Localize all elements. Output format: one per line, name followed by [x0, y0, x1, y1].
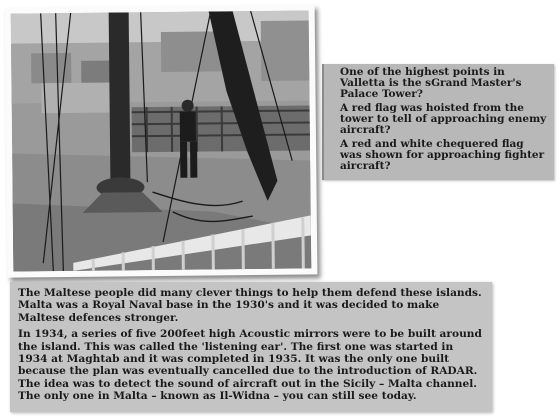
body-paragraph: The Maltese people did many clever things to help them defend these islands. Malta was a Royal Naval base in the 1930's and it was decided to make Maltese defences stronger.: [18, 287, 482, 324]
history-text-panel: [10, 282, 492, 412]
did-you-know-caption: [322, 64, 554, 180]
caption-paragraph: A red and white chequered flag was shown for approaching fighter aircraft?: [340, 138, 545, 172]
body-paragraph: In 1934, a series of five 200feet high Acoustic mirrors were to be built around the island. This was called the 'listening ear'. The first one was started in 1934 at Maghtab and it was completed in 1935. It was the only one built because the plan was eventually cancelled due to the introduction of RADAR. The idea was to detect the sound of aircraft out in the Sicily – Malta channel. The only one in Malta – known as Il-Widna – you can still see today.: [18, 328, 482, 403]
caption-paragraph: A red flag was hoisted from the tower to tell of approaching enemy aircraft?: [340, 102, 547, 136]
tower-photo-image: [11, 10, 312, 271]
caption-paragraph: One of the highest points in Valletta is the sGrand Master's Palace Tower?: [340, 66, 522, 100]
tower-photo: [5, 4, 318, 277]
